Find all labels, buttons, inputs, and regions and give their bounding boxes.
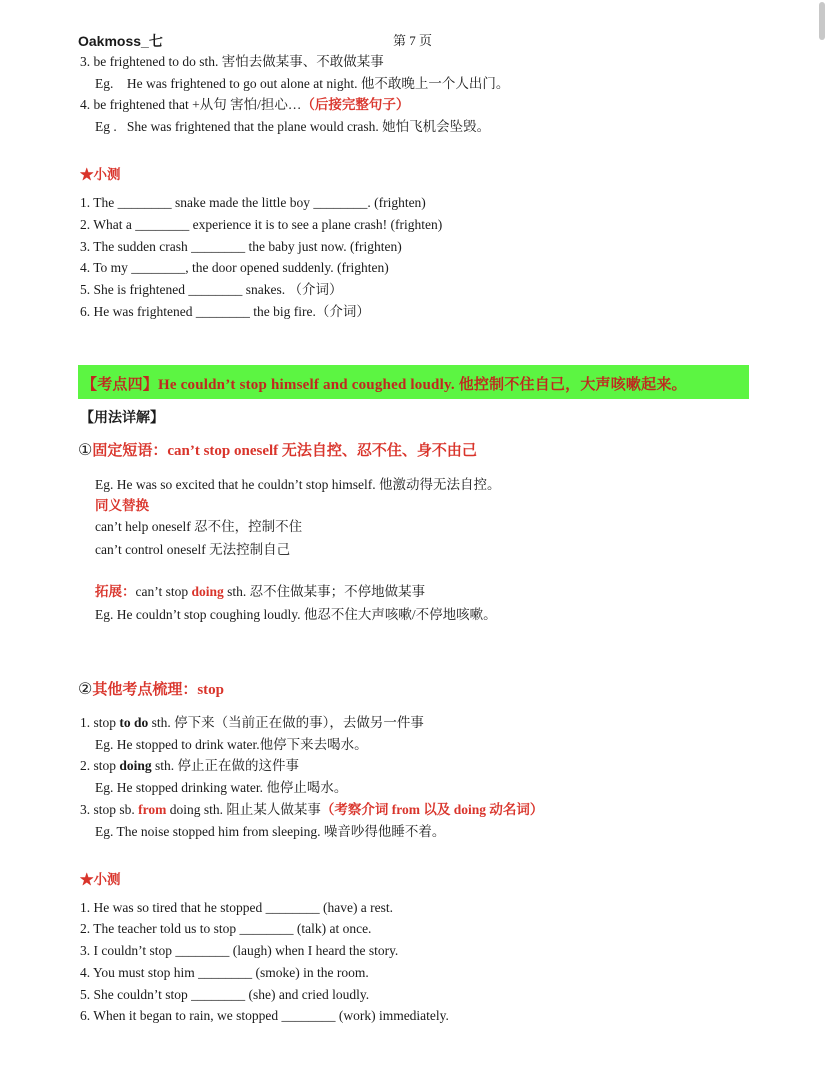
- quiz-item: 4. You must stop him ________ (smoke) in the room.: [80, 965, 369, 980]
- section-heading-1: ①固定短语：can’t stop oneself 无法自控、忍不住、身不由己: [78, 442, 477, 459]
- quiz-item: 5. She couldn’t stop ________ (she) and cried loudly.: [80, 987, 370, 1002]
- usage-heading: 【用法详解】: [80, 411, 164, 426]
- quiz-item: 6. When it began to rain, we stopped ________ (work) immediately.: [80, 1008, 449, 1023]
- synonym-item: can’t help oneself 忍不住，控制不住: [95, 519, 303, 534]
- synonym-item: can’t control oneself 无法控制自己: [95, 542, 291, 557]
- quiz-item: 3. I couldn’t stop ________ (laugh) when I heard the story.: [80, 943, 399, 958]
- page-number: 第 7 页: [393, 33, 433, 48]
- key-point-banner: 【考点四】He couldn’t stop himself and coughed loudly. 他控制不住自己，大声咳嗽起来。: [78, 365, 749, 399]
- quiz-item: 4. To my ________, the door opened suddenly. (frighten): [80, 260, 389, 275]
- list-item: 4. be frightened that +从句 害怕/担心…（后接完整句子）: [80, 97, 410, 112]
- scrollbar[interactable]: [819, 2, 825, 40]
- example-sentence: Eg. He stopped to drink water.他停下来去喝水。: [95, 737, 368, 752]
- quiz-item: 5. She is frightened ________ snakes. （介词）: [80, 282, 343, 297]
- quiz-item: 2. What a ________ experience it is to see a plane crash! (frighten): [80, 217, 443, 232]
- synonym-heading: 同义替换: [95, 498, 149, 513]
- quiz-item: 2. The teacher told us to stop ________ (talk) at once.: [80, 921, 372, 936]
- example-sentence: Eg. The noise stopped him from sleeping. 噪音吵得他睡不着。: [95, 824, 446, 839]
- header-author: Oakmoss_七: [78, 33, 163, 49]
- quiz-title: ★小测: [80, 167, 121, 182]
- list-item: 2. stop doing sth. 停止正在做的这件事: [80, 758, 300, 773]
- example-sentence: Eg . She was frightened that the plane would crash. 她怕飞机会坠毁。: [95, 119, 491, 134]
- quiz-item: 6. He was frightened ________ the big fire.（介词）: [80, 304, 370, 319]
- list-item: 3. stop sb. from doing sth. 阻止某人做某事（考察介词 from 以及 doing 动名词）: [80, 802, 544, 817]
- list-item: 1. stop to do sth. 停下来（当前正在做的事），去做另一件事: [80, 715, 424, 730]
- quiz-item: 3. The sudden crash ________ the baby just now. (frighten): [80, 239, 402, 254]
- example-sentence: Eg. He was frightened to go out alone at night. 他不敢晚上一个人出门。: [95, 76, 510, 91]
- quiz-title: ★小测: [80, 872, 121, 887]
- example-sentence: Eg. He stopped drinking water. 他停止喝水。: [95, 780, 348, 795]
- example-sentence: Eg. He couldn’t stop coughing loudly. 他忍不住大声咳嗽/不停地咳嗽。: [95, 607, 497, 622]
- quiz-item: 1. He was so tired that he stopped ________ (have) a rest.: [80, 900, 394, 915]
- example-sentence: Eg. He was so excited that he couldn’t stop himself. 他激动得无法自控。: [95, 477, 501, 492]
- list-item: 3. be frightened to do sth. 害怕去做某事、不敢做某事: [80, 54, 384, 69]
- extension-line: 拓展：can’t stop doing sth. 忍不住做某事；不停地做某事: [95, 584, 426, 599]
- quiz-item: 1. The ________ snake made the little boy ________. (frighten): [80, 195, 426, 210]
- section-heading-2: ②其他考点梳理：stop: [78, 681, 225, 698]
